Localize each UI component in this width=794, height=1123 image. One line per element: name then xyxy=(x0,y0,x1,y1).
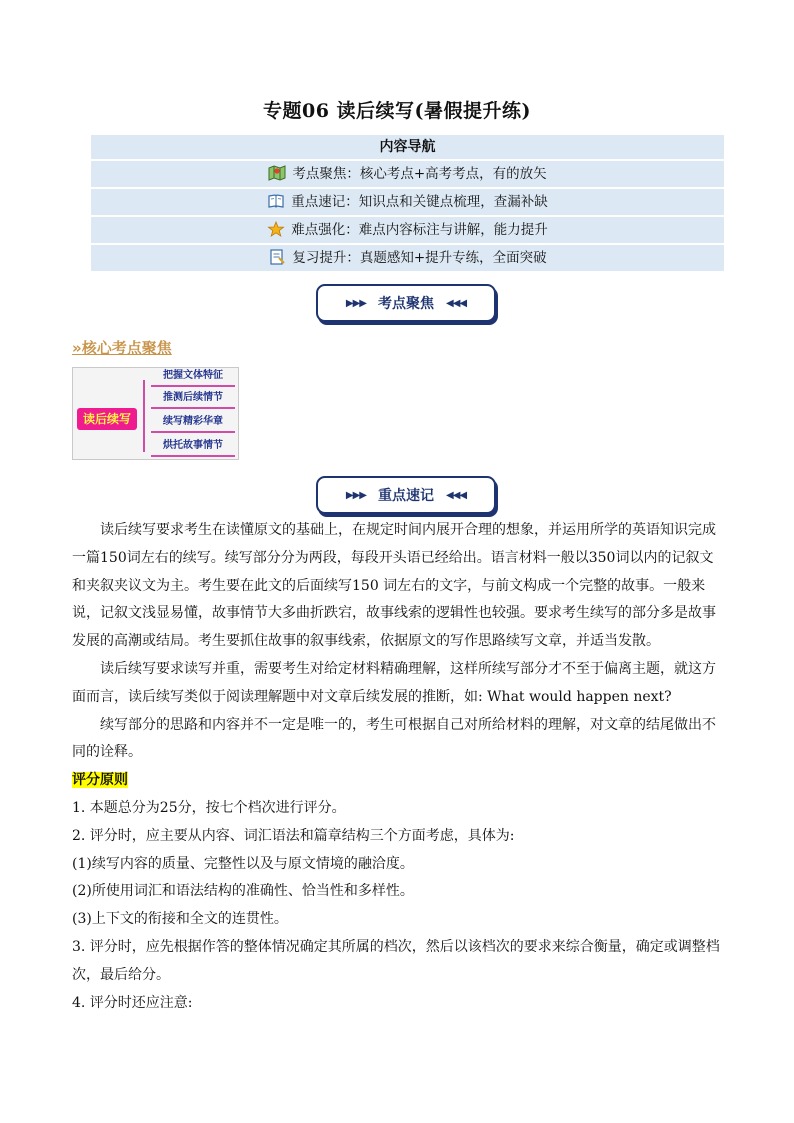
scoring-item: 2. 评分时，应主要从内容、词汇语法和篇章结构三个方面考虑，具体为: xyxy=(72,827,515,844)
nav-row-text: 考点聚焦：核心考点+高考考点，有的放矢 xyxy=(292,166,547,182)
arrows-left: ▶▶▶ xyxy=(345,489,366,501)
mindmap-branch: 续写精彩华章 xyxy=(151,413,235,433)
arrows-right: ◀◀◀ xyxy=(446,489,467,501)
scoring-label: 评分原则 xyxy=(72,772,128,789)
nav-row-text: 复习提升：真题感知+提升专练，全面突破 xyxy=(292,250,547,266)
mindmap-branch: 烘托故事情节 xyxy=(151,437,235,457)
scoring-item: (1)续写内容的质量、完整性以及与原文情境的融洽度。 xyxy=(72,855,414,872)
mindmap-center: 读后续写 xyxy=(77,408,137,430)
arrows-left: ▶▶▶ xyxy=(345,297,366,309)
mindmap-branch: 推测后续情节 xyxy=(151,389,235,409)
scoring-item: 1. 本题总分为25分，按七个档次进行评分。 xyxy=(72,799,346,816)
map-icon xyxy=(268,164,286,180)
nav-heading: 内容导航 xyxy=(91,135,724,161)
scoring-label-line xyxy=(72,767,724,795)
nav-row-difficulty xyxy=(91,217,724,245)
mindmap-branch: 把握文体特征 xyxy=(151,367,235,387)
nav-row-text: 难点强化：难点内容标注与讲解，能力提升 xyxy=(291,222,548,238)
section-banner-focus xyxy=(316,284,496,322)
paragraph: 续写部分的思路和内容并不一定是唯一的，考生可根据自己对所给材料的理解，对文章的结尾做出不同的诠释。 xyxy=(72,716,716,761)
document-title: 专题06 读后续写(暑假提升练) xyxy=(262,100,532,122)
mindmap-connector xyxy=(143,380,145,452)
banner-label: 考点聚焦 xyxy=(378,296,434,312)
body-text xyxy=(72,517,724,1017)
paragraph: 读后续写要求读写并重，需要考生对给定材料精确理解，这样所续写部分才不至于偏离主题，就这方面而言，读后续写类似于阅读理解题中对文章后续发展的推断，如: What would happen next? xyxy=(72,660,716,705)
nav-row-notes xyxy=(91,189,724,217)
scoring-item: (3)上下文的衔接和全文的连贯性。 xyxy=(72,911,288,928)
arrows-right: ◀◀◀ xyxy=(446,297,467,309)
scoring-item: 3. 评分时，应先根据作答的整体情况确定其所属的档次，然后以该档次的要求来综合衡量，确定或调整档次，最后给分。 xyxy=(72,938,720,983)
content-navigation xyxy=(91,135,724,271)
scoring-item: 4. 评分时还应注意: xyxy=(72,994,193,1011)
nav-row-text: 重点速记：知识点和关键点梳理，查漏补缺 xyxy=(291,194,548,210)
nav-row-review xyxy=(91,245,724,271)
mindmap-figure xyxy=(72,367,239,460)
paragraph: 读后续写要求考生在读懂原文的基础上，在规定时间内展开合理的想象，并运用所学的英语知识完成一篇150词左右的续写。续写部分分为两段，每段开头语已经给出。语言材料一般以350词以内的记叙文和夹叙夹议文为主。考生要在此文的后面续写150 词左右的文字，与前文构成一个完整的故事。一般来说，记叙文浅显易懂，故事情节大多曲折跌宕，故事线索的逻辑性也较强。要求考生续写的部分多是故事发展的高潮或结局。考生要抓住故事的叙事线索，依据原文的写作思路续写文章，并适当发散。 xyxy=(72,522,716,650)
core-points-heading: »核心考点聚焦 xyxy=(72,339,172,357)
scoring-item: (2)所使用词汇和语法结构的准确性、恰当性和多样性。 xyxy=(72,883,414,900)
section-banner-notes xyxy=(316,476,496,514)
banner-label: 重点速记 xyxy=(378,488,434,504)
star-icon xyxy=(267,220,285,236)
nav-row-focus xyxy=(91,161,724,189)
checklist-icon xyxy=(268,248,286,264)
book-icon xyxy=(267,192,285,208)
